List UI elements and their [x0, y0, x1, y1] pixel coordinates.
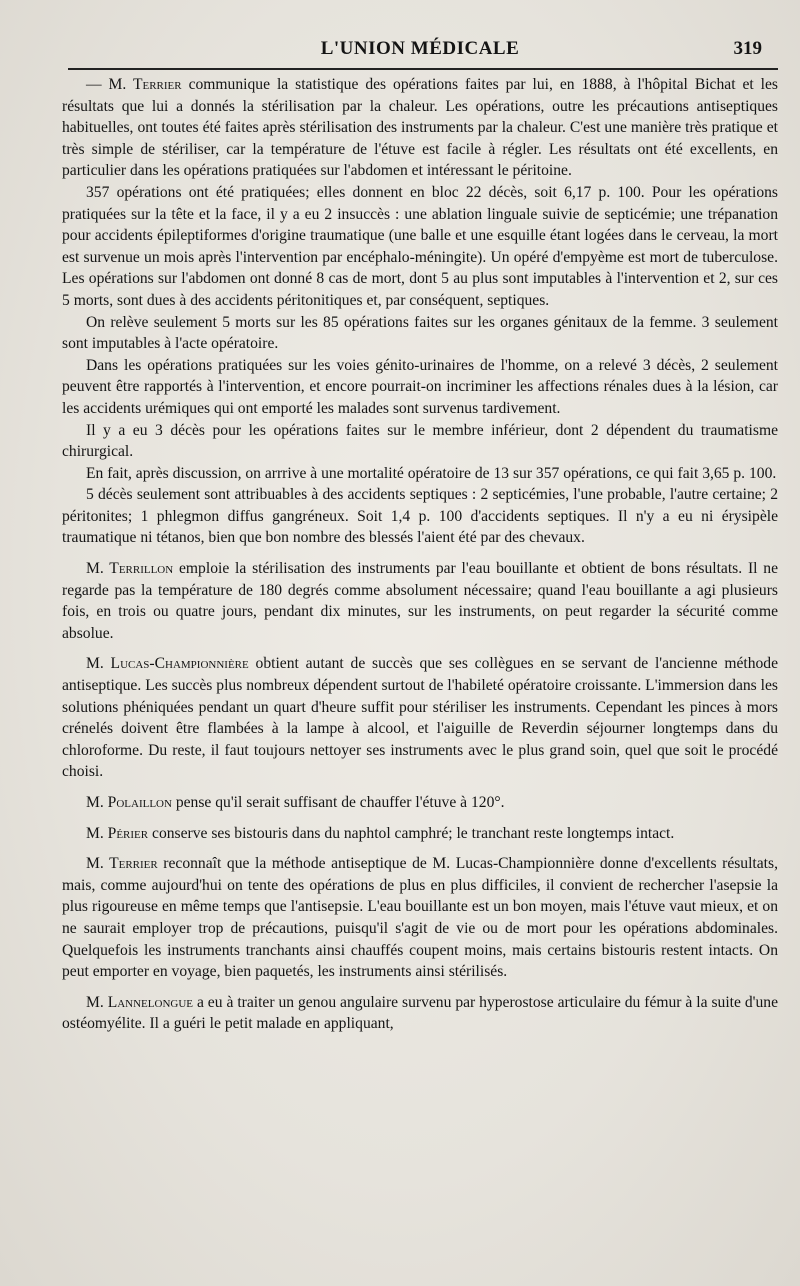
paragraph [62, 355, 778, 420]
speaker-name: M. Terrier [108, 76, 182, 93]
paragraph-text: Il y a eu 3 décès pour les opérations faites sur le membre inférieur, dont 2 dépendent du traumatisme chirurgical. [62, 421, 778, 461]
header-rule [68, 68, 778, 70]
running-title: L'UNION MÉDICALE [320, 38, 520, 59]
page-number: 319 [733, 38, 762, 59]
paragraph [62, 992, 778, 1035]
paragraph-text: a eu à traiter un genou angulaire survenu par hyperostose articulaire du fémur à la suite d'une ostéomyélite. Il a guéri le petit malade en appliquant, [62, 993, 778, 1033]
paragraph [62, 558, 778, 644]
paragraph [62, 853, 778, 983]
paragraph-text: obtient autant de succès que ses collègues en se servant de l'ancienne méthode antiseptique. Les succès plus nombreux dépendent surtout de l'habileté opératoire croissante. L'immersion dans les solutions phéniquées pendant un quart d'heure suffit pour stériliser les instruments. Cependant les pinces à mors crénelés doivent être flambées à la lampe à alcool, et l'aiguille de Reverdin séjourner longtemps dans du chloroforme. Du reste, il faut toujours nettoyer ses instruments avec le plus grand soin, quel que soit le procédé choisi. [62, 655, 779, 781]
page-header [62, 34, 778, 64]
paragraph [62, 463, 778, 485]
paragraph-text: 5 décès seulement sont attribuables à des accidents septiques : 2 septicémies, l'une probable, l'autre certaine; 2 péritonites; 1 phlegmon diffus gangréneux. Soit 1,4 p. 100 d'accidents septiques. Il n'y a eu ni érysipèle traumatique ni tétanos, bien que bon nombre des blessés l'aient été par des chevaux. [62, 486, 778, 547]
paragraph-text: Dans les opérations pratiquées sur les voies génito-urinaires de l'homme, on a relevé 3 décès, 2 seulement peuvent être rapportés à l'intervention, et encore pourrait-on incriminer les affections rénales dues à la lésion, car les accidents urémiques qui ont emporté les malades sont survenus tardivement. [62, 356, 778, 417]
paragraph [62, 420, 778, 463]
paragraph-dash: — [86, 76, 109, 93]
paragraph [62, 312, 778, 355]
speaker-name: M. Lucas-Championnière [86, 655, 249, 673]
paragraph [62, 182, 778, 312]
paragraph-text: pense qu'il serait suffisant de chauffer l'étuve à 120°. [171, 794, 505, 811]
paragraph [62, 74, 778, 182]
body-text [62, 74, 778, 1035]
paragraph-text: 357 opérations ont été pratiquées; elles donnent en bloc 22 décès, soit 6,17 p. 100. Pour les opérations pratiquées sur la tête et la face, il y a eu 2 insuccès : une ablation linguale suivie de septicémie; une trépanation pour accidents épileptiformes d'origine traumatique (une balle et une esquille étant logées dans le cerveau, la mort est survenue un mois après l'intervention par encéphalo-méningite). Un opéré d'empyème est mort de tuberculose. Les opérations sur l'abdomen ont donné 8 cas de mort, dont 5 au plus sont imputables à l'intervention et 2, sur ces 5 morts, sont dues à des accidents péritonitiques et, par conséquent, septiques. [62, 183, 778, 309]
paragraph-text: On relève seulement 5 morts sur les 85 opérations faites sur les organes génitaux de la femme. 3 seulement sont imputables à l'acte opératoire. [62, 313, 778, 353]
speaker-name: M. Polaillon [86, 794, 172, 811]
speaker-name: M. Lannelongue [86, 993, 193, 1011]
speaker-name: M. Terrillon [86, 560, 174, 578]
paragraph [62, 653, 778, 783]
paragraph-text: reconnaît que la méthode antiseptique de M. Lucas-Championnière donne d'excellents résultats, mais, comme aujourd'hui on tente des opérations de plus en plus difficiles, il convient de rechercher l'asepsie la plus rigoureuse en même temps que l'antisepsie. L'eau bouillante est un bon moyen, mais l'étuve vaut mieux, et on ne saurait employer trop de précautions, puisqu'il s'agit de vie ou de mort pour les opérations abdominales. Quelquefois les instruments tranchants ainsi chauffés coupent moins, mais certains bistouris restent intacts. On peut emporter en voyage, bien paquetés, les instruments ainsi stérilisés. [62, 855, 778, 981]
paragraph-text: conserve ses bistouris dans du naphtol camphré; le tranchant reste longtemps intact. [148, 824, 675, 842]
paragraph [62, 792, 778, 814]
paragraph-text: emploie la stérilisation des instruments par l'eau bouillante et obtient de bons résultats. Il ne regarde pas la température de 180 degrés comme absolument nécessaire; quand l'eau bouillante a agi plusieurs fois, en trois ou quatre jours, pendant dix minutes, sur les instruments, on peut regarder la sécurité comme absolue. [62, 560, 778, 642]
paragraph-text: communique la statistique des opérations faites par lui, en 1888, à l'hôpital Bichat et les résultats que lui a donnés la stérilisation par la chaleur. Les opérations, outre les précautions antiseptiques habituelles, ont toutes été faites après stérilisation des instruments par la chaleur. C'est une manière très pratique et très simple de stériliser, car la température de l'étuve est facile à régler. Les résultats ont été excellents, en particulier dans les opérations pratiquées sur l'abdomen et intéressant le péritoine. [62, 76, 778, 180]
paragraph [62, 823, 778, 845]
speaker-name: M. Terrier [86, 855, 158, 873]
paragraph-text: En fait, après discussion, on arrrive à une mortalité opératoire de 13 sur 357 opérations, ce qui fait 3,65 p. 100. [86, 464, 777, 482]
paragraph [62, 484, 778, 549]
speaker-name: M. Périer [86, 824, 149, 842]
